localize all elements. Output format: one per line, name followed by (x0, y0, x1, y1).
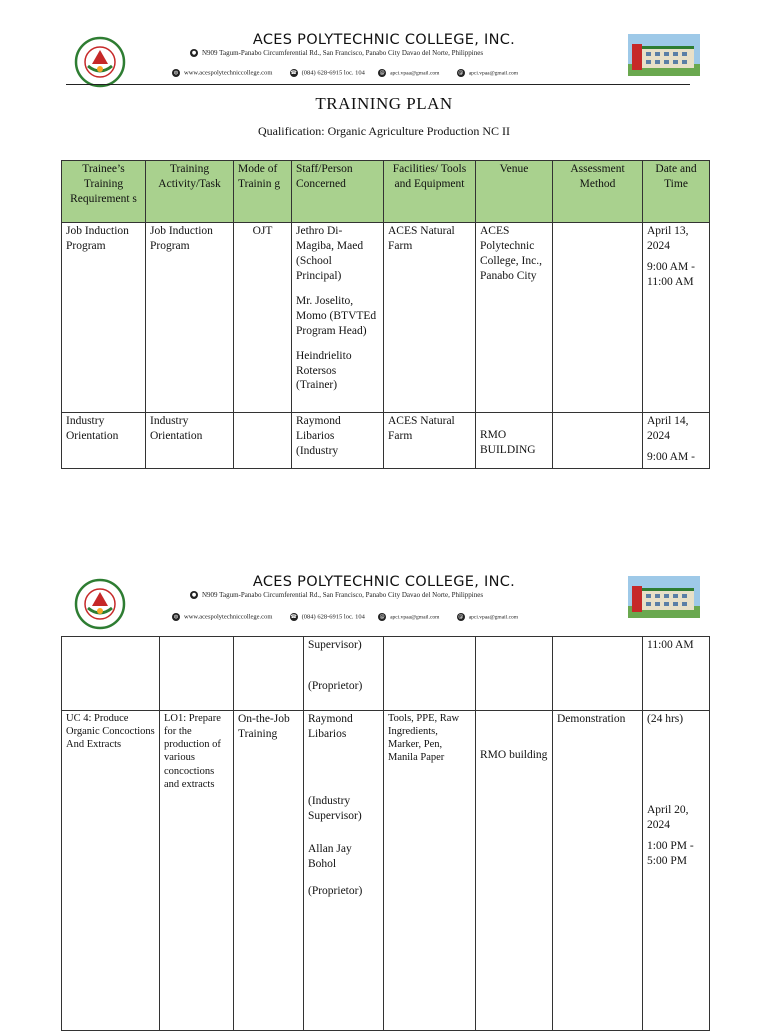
date-text: April 14, 2024 (647, 415, 689, 442)
cell-assessment (553, 223, 643, 413)
college-address: ● N909 Tagum-Panabo Circumferential Rd., San Francisco, Panabo City Davao del Norte, Philippines (191, 49, 484, 57)
staff-entry: (Industry Supervisor) (308, 794, 362, 822)
cell-facilities: Tools, PPE, Raw Ingredients, Marker, Pen, Manila Paper (384, 711, 476, 1031)
cell-facilities (384, 637, 476, 711)
cell-activity (160, 637, 234, 711)
staff-entry: (Proprietor) (308, 884, 363, 897)
table-row (62, 711, 710, 1031)
staff-entry: Supervisor) (308, 639, 362, 651)
staff-entry: (Proprietor) (308, 679, 363, 692)
email-icon: @ (379, 70, 385, 76)
hours-text: (24 hrs) (647, 713, 684, 725)
col-header-staff: Staff/Person Concerned (292, 161, 384, 223)
page-1 (0, 0, 768, 480)
cell-mode (234, 637, 304, 711)
cell-date: 11:00 AM (643, 637, 710, 711)
staff-entry: Heindrielito Rotersos (Trainer) (296, 349, 352, 392)
qualification: Qualification: Organic Agriculture Production NC II (257, 124, 511, 138)
cell-staff (292, 223, 384, 413)
cell-staff: Raymond Libarios (Industry (292, 413, 384, 469)
college-name: ACES POLYTECHNIC COLLEGE, INC. (252, 32, 516, 48)
email-text-2: apci.vpaa@gmail.com (468, 70, 519, 77)
staff-entry: Jethro Di-Magiba, Maed (School Principal) (296, 225, 364, 282)
cell-requirement: Industry Orientation (62, 413, 146, 469)
cell-date (643, 711, 710, 1031)
email-icon: @ (458, 70, 464, 76)
col-header-mode: Mode of Trainin g (234, 161, 292, 223)
cell-mode (234, 413, 292, 469)
cell-mode: OJT (234, 223, 292, 413)
time-text: 1:00 PM - 5:00 PM (647, 839, 694, 867)
time-text: 9:00 AM - (647, 450, 695, 463)
college-address: ● N909 Tagum-Panabo Circumferential Rd., San Francisco, Panabo City Davao del Norte, Philippines (191, 591, 484, 599)
staff-entry: Allan Jay Bohol (308, 842, 352, 870)
email-text-2: apci.vpaa@gmail.com (468, 614, 519, 621)
training-plan-table (61, 160, 710, 469)
col-header-venue: Venue (476, 161, 553, 223)
col-header-activity: Training Activity/Task (146, 161, 234, 223)
college-name: ACES POLYTECHNIC COLLEGE, INC. (252, 574, 516, 590)
time-text: 9:00 AM - 11:00 AM (647, 260, 695, 288)
globe-icon: ◍ (173, 614, 179, 620)
phone-text: (084) 628-6915 loc. 104 (301, 69, 365, 77)
cell-assessment: Demonstration (553, 711, 643, 1031)
cell-staff (304, 711, 384, 1031)
table-row (62, 413, 710, 469)
website-text: www.acespolytechniccollege.com (184, 69, 273, 77)
phone-icon: ☎ (290, 70, 297, 76)
college-building-image (628, 34, 700, 76)
cell-assessment (553, 637, 643, 711)
cell-activity: Industry Orientation (146, 413, 234, 469)
date-text: April 20, 2024 (647, 803, 689, 831)
table-row (62, 223, 710, 413)
page-2 (0, 570, 768, 1024)
college-building-image (628, 576, 700, 618)
col-header-requirements: Trainee’s Training Requirement s (62, 161, 146, 223)
email-icon: @ (458, 614, 464, 620)
contact-line (172, 613, 572, 621)
phone-text: (084) 628-6915 loc. 104 (301, 613, 365, 621)
col-header-assessment: Assessment Method (553, 161, 643, 223)
cell-date (643, 223, 710, 413)
table-header-row (62, 161, 710, 223)
cell-requirement (62, 637, 160, 711)
globe-icon: ◍ (173, 70, 179, 76)
website-text: www.acespolytechniccollege.com (184, 613, 273, 621)
cell-venue (476, 711, 553, 1031)
cell-date (643, 413, 710, 469)
contact-line (172, 69, 572, 77)
cell-facilities: ACES Natural Farm (384, 223, 476, 413)
cell-requirement: UC 4: Produce Organic Concoctions And Extracts (62, 711, 160, 1031)
table-row (62, 637, 710, 711)
col-header-date: Date and Time (643, 161, 710, 223)
cell-venue (476, 637, 553, 711)
cell-venue (476, 413, 553, 469)
cell-activity: LO1: Prepare for the production of various concoctions and extracts (160, 711, 234, 1031)
cell-assessment (553, 413, 643, 469)
venue-text: RMO BUILDING (480, 429, 536, 456)
cell-staff (304, 637, 384, 711)
date-text: April 13, 2024 (647, 225, 689, 252)
email-text-1: apci.vpaa@gmail.com (390, 614, 440, 621)
cell-venue: ACES Polytechnic College, Inc., Panabo City (476, 223, 553, 413)
location-icon: ● (191, 50, 197, 57)
cell-facilities: ACES Natural Farm (384, 413, 476, 469)
page-title: TRAINING PLAN (315, 94, 453, 113)
training-plan-table-continued (61, 636, 710, 1031)
email-text-1: apci.vpaa@gmail.com (390, 70, 440, 77)
cell-activity: Job Induction Program (146, 223, 234, 413)
staff-entry: Raymond Libarios (308, 713, 353, 740)
venue-text: RMO building (480, 749, 548, 761)
location-icon: ● (191, 592, 197, 599)
cell-mode: On-the-Job Training (234, 711, 304, 1031)
staff-entry: Mr. Joselito, Momo (BTVTEd Program Head) (296, 294, 377, 337)
email-icon: @ (379, 614, 385, 620)
col-header-facilities: Facilities/ Tools and Equipment (384, 161, 476, 223)
cell-requirement: Job Induction Program (62, 223, 146, 413)
phone-icon: ☎ (290, 614, 297, 620)
header-divider (66, 84, 690, 85)
